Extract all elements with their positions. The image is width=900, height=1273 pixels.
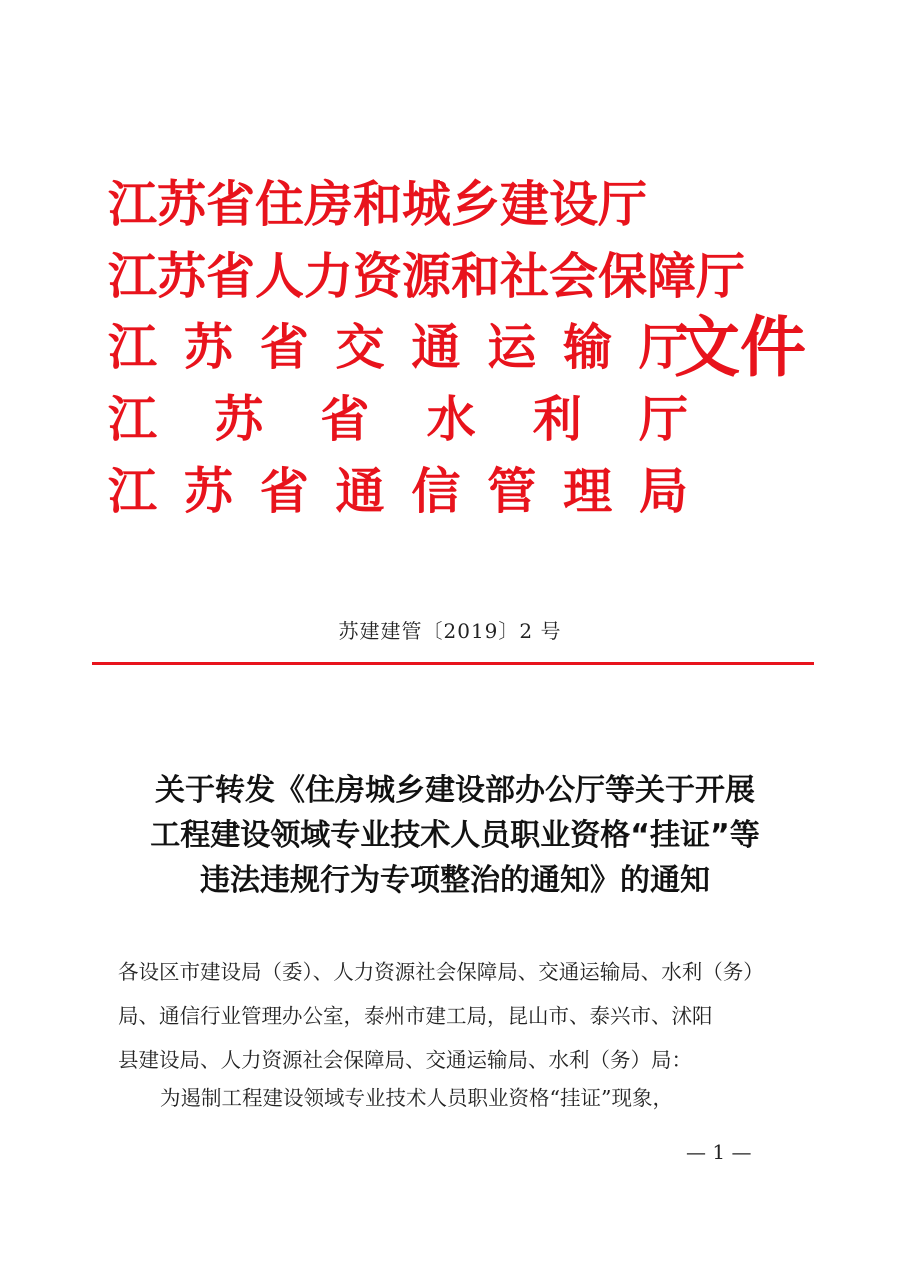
issuer-char: 厅: [638, 318, 688, 376]
issuer-char: 厅: [638, 390, 688, 448]
issuer-char: 苏: [183, 318, 233, 376]
issuer-char: 输: [563, 318, 613, 376]
issuer-line-telecom: [108, 459, 688, 523]
issuer-char: 苏: [214, 390, 264, 448]
document-word: 文件: [674, 308, 806, 386]
issuer-line-water: [108, 387, 688, 451]
issuer-char: 管: [487, 462, 537, 520]
issuer-char: 江: [108, 318, 158, 376]
issuer-char: 理: [563, 462, 613, 520]
issuer-char: 省: [259, 318, 309, 376]
page-number: — 1 —: [686, 1140, 752, 1164]
issuer-line-human-resources: [108, 244, 746, 308]
issuer-char: 苏: [183, 462, 233, 520]
issuer-text: 江苏省住房和城乡建设厅: [108, 175, 648, 233]
addressee-line: 局、通信行业管理办公室，泰州市建工局，昆山市、泰兴市、沭阳: [118, 1004, 713, 1028]
issuer-char: 江: [108, 462, 158, 520]
issuer-line-transport: [108, 315, 688, 379]
title-line: 违法违规行为专项整治的通知》的通知: [200, 863, 710, 898]
issuer-line-housing: [108, 172, 688, 236]
title-line: 关于转发《住房城乡建设部办公厅等关于开展: [155, 773, 755, 808]
addressee-line: 县建设局、人力资源社会保障局、交通运输局、水利（务）局：: [118, 1048, 692, 1072]
issuer-char: 运: [487, 318, 537, 376]
addressee-line: 各设区市建设局（委）、人力资源社会保障局、交通运输局、水利（务）: [118, 960, 764, 984]
issuer-char: 交: [335, 318, 385, 376]
issuer-text: 江苏省人力资源和社会保障厅: [108, 247, 746, 305]
title-line: 工程建设领域专业技术人员职业资格“挂证”等: [150, 818, 760, 853]
issuer-char: 水: [426, 390, 476, 448]
issuer-char: 省: [259, 462, 309, 520]
issuer-char: 通: [335, 462, 385, 520]
body-paragraph: 为遏制工程建设领域专业技术人员职业资格“挂证”现象，: [160, 1086, 673, 1110]
document-number: 苏建建管〔2019〕2 号: [338, 619, 562, 643]
issuer-char: 江: [108, 390, 158, 448]
addressee-block: [118, 950, 798, 1082]
document-title: [110, 768, 800, 903]
issuer-char: 省: [320, 390, 370, 448]
red-separator-line: [92, 662, 814, 665]
issuer-char: 信: [411, 462, 461, 520]
issuer-char: 通: [411, 318, 461, 376]
issuer-char: 利: [532, 390, 582, 448]
issuer-char: 局: [638, 462, 688, 520]
